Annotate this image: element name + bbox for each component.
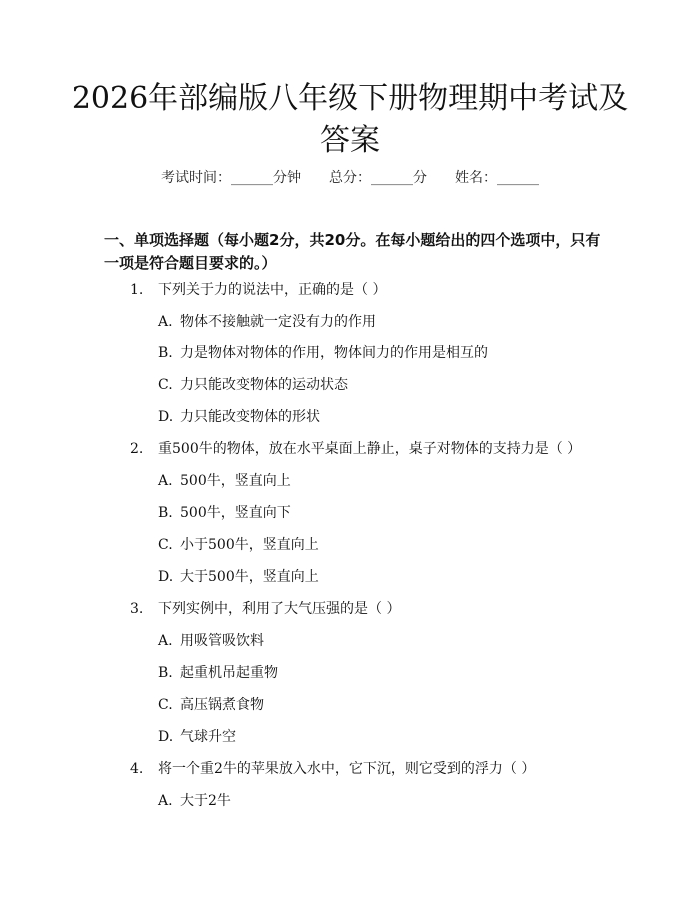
option-3d bbox=[158, 727, 236, 747]
option-letter: B. bbox=[158, 505, 173, 521]
option-4a bbox=[158, 791, 231, 811]
option-1a bbox=[158, 312, 376, 332]
option-letter: A. bbox=[158, 793, 173, 809]
option-letter: D. bbox=[158, 569, 174, 585]
option-text: 起重机吊起重物 bbox=[180, 665, 278, 681]
option-text: 大于2牛 bbox=[180, 793, 231, 809]
page-title: 2026年部编版八年级下册物理期中考试及答案 bbox=[71, 81, 629, 158]
option-1b bbox=[158, 343, 488, 363]
score-blank: ______ bbox=[371, 170, 413, 186]
option-letter: A. bbox=[158, 314, 173, 330]
option-letter: B. bbox=[158, 345, 173, 361]
option-1d bbox=[158, 407, 320, 427]
option-text: 大于500牛，竖直向上 bbox=[180, 569, 319, 585]
option-letter: D. bbox=[158, 409, 174, 425]
question-2 bbox=[130, 439, 581, 459]
option-text: 力是物体对物体的作用，物体间力的作用是相互的 bbox=[180, 345, 488, 361]
option-3b bbox=[158, 663, 278, 683]
question-text: 下列实例中，利用了大气压强的是（ ） bbox=[158, 601, 401, 617]
option-2c bbox=[158, 535, 319, 555]
name-blank: ______ bbox=[497, 170, 539, 186]
option-letter: A. bbox=[158, 633, 173, 649]
question-4 bbox=[130, 759, 535, 779]
option-text: 力只能改变物体的运动状态 bbox=[180, 377, 348, 393]
question-number: 4. bbox=[130, 761, 144, 777]
exam-info-line bbox=[0, 168, 700, 188]
option-text: 用吸管吸饮料 bbox=[180, 633, 264, 649]
option-3c bbox=[158, 695, 264, 715]
score-label: 总分： bbox=[329, 170, 371, 186]
option-letter: B. bbox=[158, 665, 173, 681]
option-1c bbox=[158, 375, 348, 395]
question-text: 下列关于力的说法中，正确的是（ ） bbox=[158, 282, 387, 298]
question-1 bbox=[130, 280, 386, 300]
option-text: 500牛，竖直向上 bbox=[180, 473, 291, 489]
option-text: 高压锅煮食物 bbox=[180, 697, 264, 713]
time-unit: 分钟 bbox=[273, 170, 301, 186]
option-letter: D. bbox=[158, 729, 174, 745]
question-number: 1. bbox=[130, 282, 144, 298]
option-text: 物体不接触就一定没有力的作用 bbox=[180, 314, 376, 330]
question-text: 重500牛的物体，放在水平桌面上静止，桌子对物体的支持力是（ ） bbox=[158, 441, 582, 457]
option-text: 力只能改变物体的形状 bbox=[180, 409, 320, 425]
option-letter: C. bbox=[158, 537, 173, 553]
option-letter: C. bbox=[158, 377, 173, 393]
option-2b bbox=[158, 503, 291, 523]
option-letter: C. bbox=[158, 697, 173, 713]
question-3 bbox=[130, 599, 400, 619]
time-label: 考试时间： bbox=[161, 170, 231, 186]
time-blank: ______ bbox=[231, 170, 273, 186]
section-heading: 一、单项选择题（每小题2分，共20分。在每小题给出的四个选项中，只有一项是符合题目要求的。） bbox=[104, 231, 601, 272]
score-unit: 分 bbox=[413, 170, 427, 186]
option-text: 小于500牛，竖直向上 bbox=[180, 537, 319, 553]
option-text: 500牛，竖直向下 bbox=[180, 505, 291, 521]
question-text: 将一个重2牛的苹果放入水中，它下沉，则它受到的浮力（ ） bbox=[158, 761, 536, 777]
option-2d bbox=[158, 567, 319, 587]
question-number: 3. bbox=[130, 601, 144, 617]
option-letter: A. bbox=[158, 473, 173, 489]
question-number: 2. bbox=[130, 441, 144, 457]
option-3a bbox=[158, 631, 264, 651]
option-text: 气球升空 bbox=[180, 729, 236, 745]
option-2a bbox=[158, 471, 291, 491]
name-label: 姓名： bbox=[455, 170, 497, 186]
